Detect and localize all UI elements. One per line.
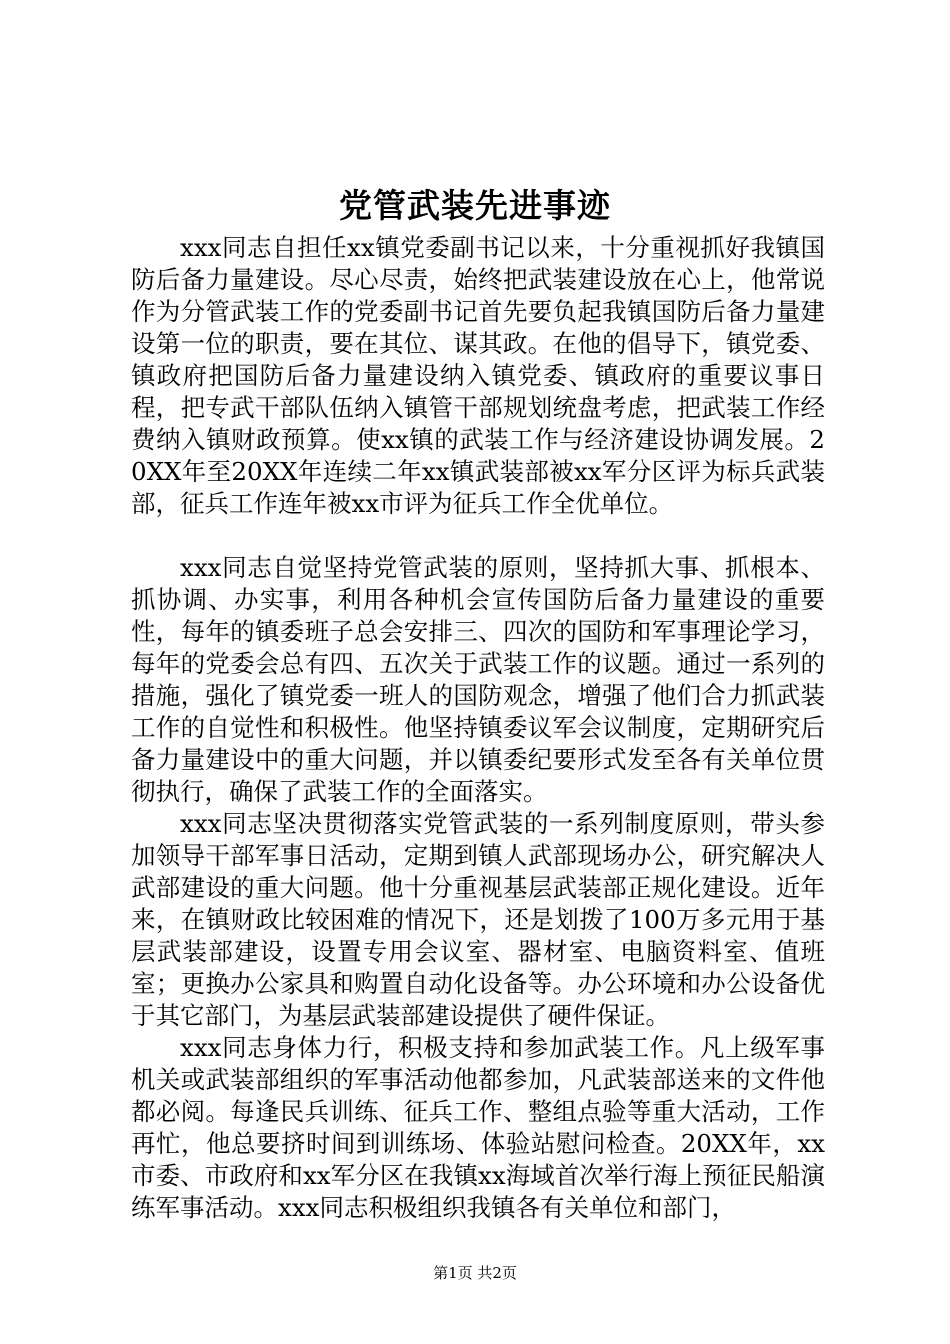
paragraph-3: xxx同志坚决贯彻落实党管武装的一系列制度原则，带头参加领导干部军事日活动，定期到镇人武部现场办公，研究解决人武部建设的重大问题。他十分重视基层武装部正规化建设。近年来，在镇财政比较困难的情况下，还是划拨了100万多元用于基层武装部建设，设置专用会议室、器材室、电脑资料室、值班室；更换办公家具和购置自动化设备等。办公环境和办公设备优于其它部门，为基层武装部建设提供了硬件保证。 xyxy=(131,809,825,1030)
paragraph-4: xxx同志身体力行，积极支持和参加武装工作。凡上级军事机关或武装部组织的军事活动他都参加，凡武装部送来的文件他都必阅。每逢民兵训练、征兵工作、整组点验等重大活动，工作再忙，他总要挤时间到训练场、体验站慰问检查。20XX年，xx市委、市政府和xx军分区在我镇xx海域首次举行海上预征民船演练军事活动。xxx同志积极组织我镇各有关单位和部门， xyxy=(131,1033,825,1222)
document-title: 党管武装先进事迹 xyxy=(339,186,611,225)
paragraph-2: xxx同志自觉坚持党管武装的原则，坚持抓大事、抓根本、抓协调、办实事，利用各种机会宣传国防后备力量建设的重要性，每年的镇委班子总会安排三、四次的国防和军事理论学习，每年的党委会总有四、五次关于武装工作的议题。通过一系列的措施，强化了镇党委一班人的国防观念，增强了他们合力抓武装工作的自觉性和积极性。他坚持镇委议军会议制度，定期研究后备力量建设中的重大问题，并以镇委纪要形式发至各有关单位贯彻执行，确保了武装工作的全面落实。 xyxy=(131,553,825,806)
paragraph-1: xxx同志自担任xx镇党委副书记以来，十分重视抓好我镇国防后备力量建设。尽心尽责，始终把武装建设放在心上，他常说作为分管武装工作的党委副书记首先要负起我镇国防后备力量建设第一位的职责，要在其位、谋其政。在他的倡导下，镇党委、镇政府把国防后备力量建设纳入镇党委、镇政府的重要议事日程，把专武干部队伍纳入镇管干部规划统盘考虑，把武装工作经费纳入镇财政预算。使xx镇的武装工作与经济建设协调发展。20XX年至20XX年连续二年xx镇武装部被xx军分区评为标兵武装部，征兵工作连年被xx市评为征兵工作全优单位。 xyxy=(131,233,825,518)
page-footer: 第1页 共2页 xyxy=(433,1264,517,1282)
document-body xyxy=(131,232,825,1224)
